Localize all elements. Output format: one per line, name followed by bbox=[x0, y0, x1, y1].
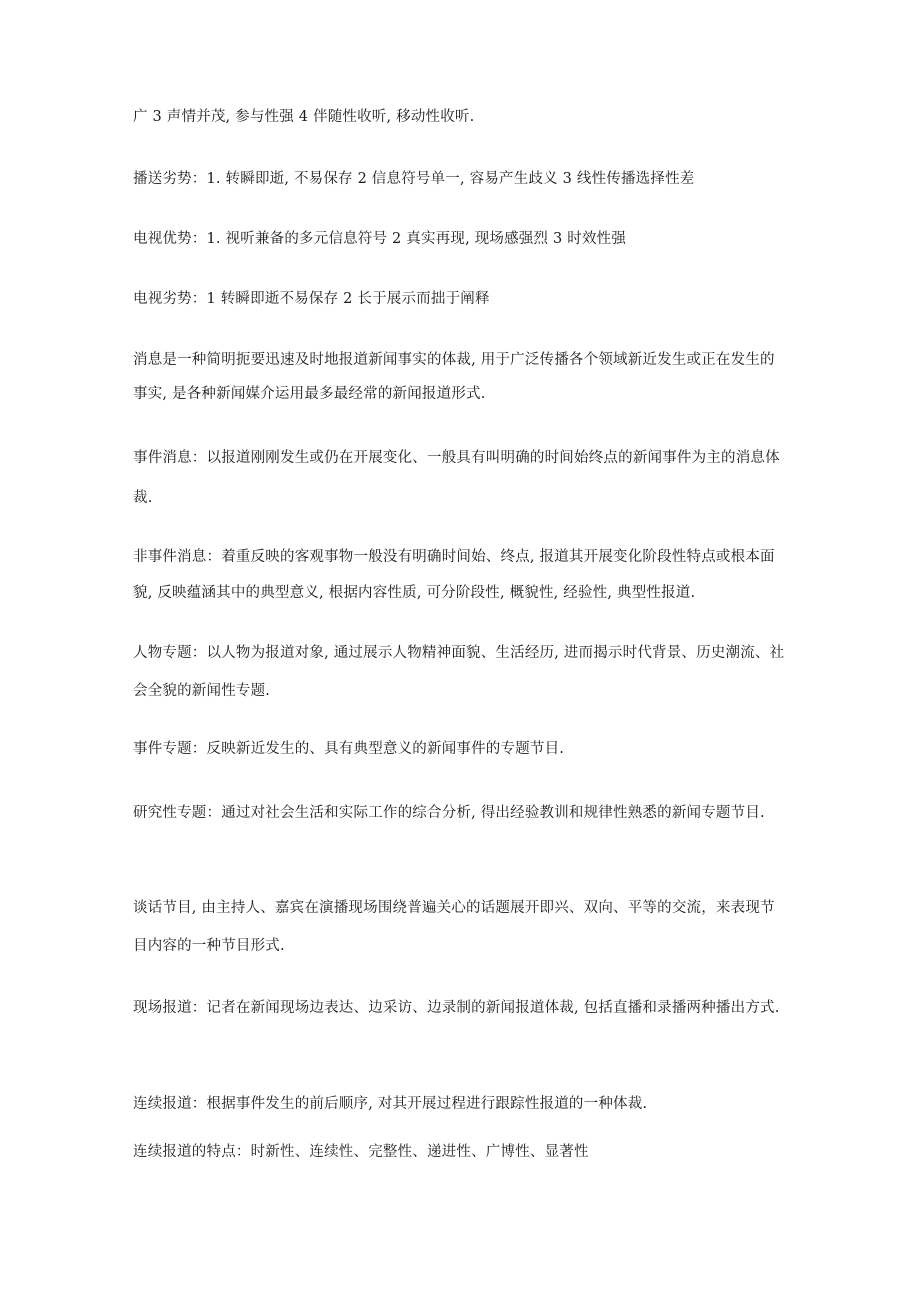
paragraph-live-report: 现场报道：记者在新闻现场边表达、边采访、边录制的新闻报道体裁, 包括直播和录播两种播出方式. bbox=[133, 1000, 780, 1016]
paragraph-tv-advantages: 电视优势：1. 视听兼备的多元信息符号 2 真实再现, 现场感强烈 3 时效性强 bbox=[133, 231, 627, 247]
paragraph-event-feature: 事件专题：反映新近发生的、具有典型意义的新闻事件的专题节目. bbox=[133, 741, 565, 757]
paragraph-talk-show: 谈话节目, 由主持人、嘉宾在演播现场围绕普遍关心的话题展开即兴、双向、平等的交流，来表现节目内容的一种节目形式. bbox=[133, 900, 775, 954]
paragraph-event-news: 事件消息：以报道刚刚发生或仍在开展变化、一般具有叫明确的时间始终点的新闻事件为主的消息体裁. bbox=[133, 450, 780, 506]
paragraph-research-feature: 研究性专题：通过对社会生活和实际工作的综合分析, 得出经验教训和规律性熟悉的新闻专题节目. bbox=[133, 805, 765, 821]
paragraph-continuous-report-features: 连续报道的特点：时新性、连续性、完整性、递进性、广博性、显著性 bbox=[133, 1144, 589, 1160]
paragraph-non-event-news: 非事件消息：着重反映的客观事物一般没有明确时间始、终点, 报道其开展变化阶段性特点或根本面貌, 反映蕴涵其中的典型意义, 根据内容性质, 可分阶段性, 概貌性, 经验性, 典型性报道. bbox=[133, 549, 775, 601]
paragraph-person-feature: 人物专题：以人物为报道对象, 通过展示人物精神面貌、生活经历, 进而揭示时代背景、历史潮流、社会全貌的新闻性专题. bbox=[133, 645, 785, 699]
paragraph-broadcast-disadvantages: 播送劣势：1. 转瞬即逝, 不易保存 2 信息符号单一, 容易产生歧义 3 线性传播选择性差 bbox=[133, 171, 695, 187]
paragraph-continuous-report: 连续报道：根据事件发生的前后顺序, 对其开展过程进行跟踪性报道的一种体裁. bbox=[133, 1096, 648, 1112]
paragraph-tv-disadvantages: 电视劣势：1 转瞬即逝不易保存 2 长于展示而拙于阐释 bbox=[133, 291, 490, 307]
paragraph-radio-advantages: 广 3 声情并茂, 参与性强 4 伴随性收听, 移动性收听. bbox=[133, 109, 475, 125]
paragraph-news-definition: 消息是一种简明扼要迅速及时地报道新闻事实的体裁, 用于广泛传播各个领域新近发生或正在发生的事实, 是各种新闻媒介运用最多最经常的新闻报道形式. bbox=[133, 352, 775, 402]
